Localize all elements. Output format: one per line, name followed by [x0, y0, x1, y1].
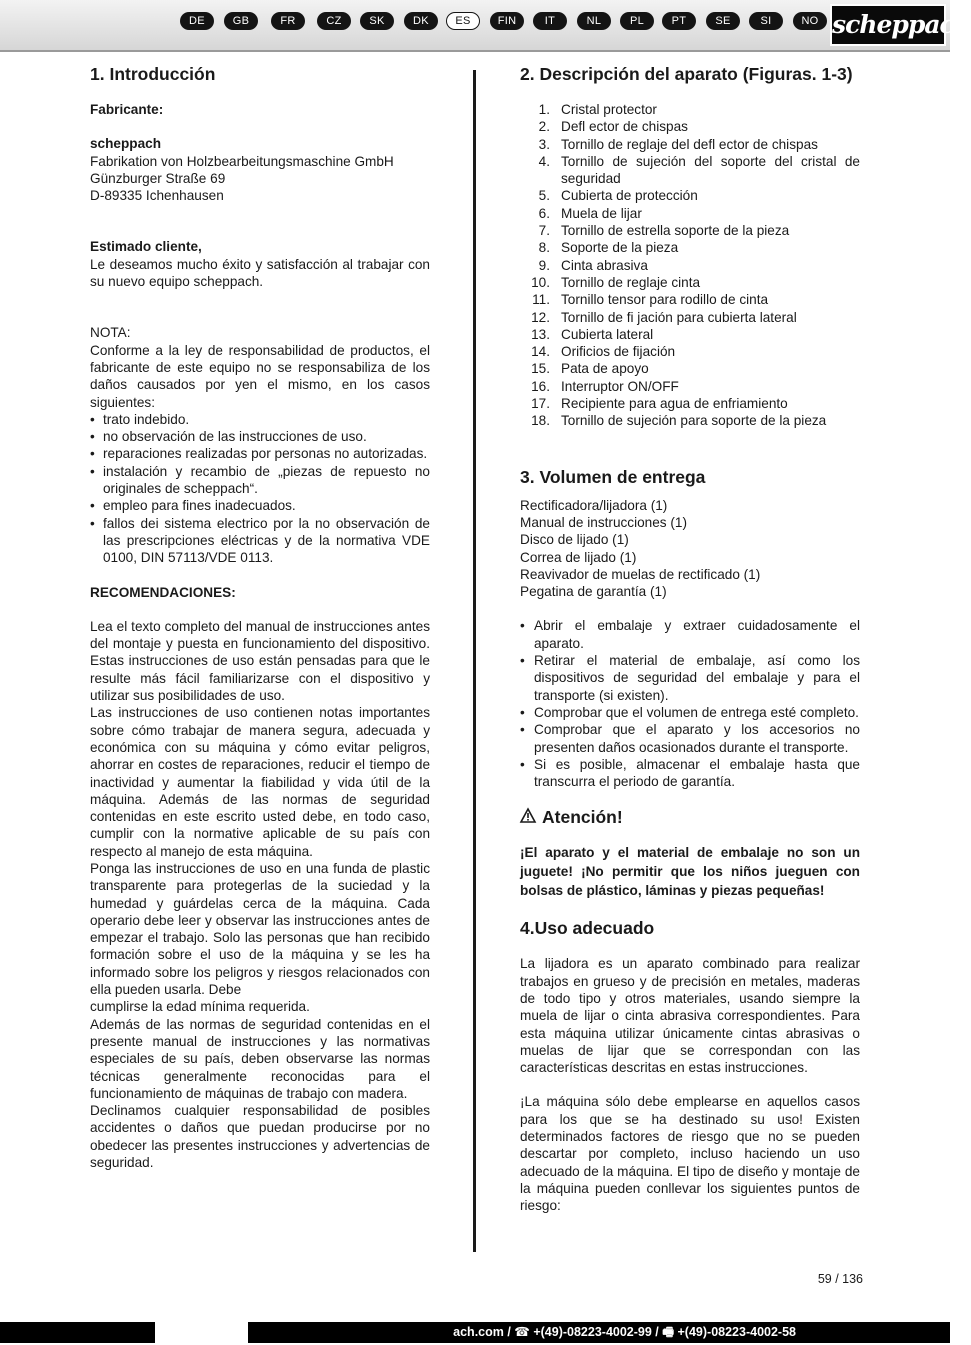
lang-tab-pt[interactable]: PT	[662, 12, 696, 30]
section-3-heading: 3. Volumen de entrega	[520, 466, 706, 487]
list-item: 13. Cubierta lateral	[531, 326, 654, 342]
list-item: • Abrir el embalaje y extraer cuidadosamente el aparato.	[520, 617, 860, 652]
lang-tab-nl[interactable]: NL	[577, 12, 611, 30]
lang-tab-si[interactable]: SI	[749, 12, 783, 30]
list-item: • Retirar el material de embalaje, así como los dispositivos de seguridad del embalaje y para el transporte (si existen).	[520, 652, 860, 704]
delivery-item: Reavivador de muelas de rectificado (1)	[520, 566, 761, 582]
list-item: 10. Tornillo de reglaje cinta	[531, 274, 701, 290]
list-item: • instalación y recambio de „piezas de repuesto no originales de scheppach“.	[90, 463, 430, 498]
recommendation-paragraph: Lea el texto completo del manual de instrucciones antes del montaje y puesta en funcionamiento del dispositivo. Estas instrucciones de uso están pensadas para que le resulte más fácil familiarizarse con el dispositivo y utilizar sus posibilidades de uso.	[90, 618, 430, 704]
delivery-item: Manual de instrucciones (1)	[520, 514, 687, 530]
attention-title: Atención!	[542, 807, 623, 828]
lang-tab-se[interactable]: SE	[706, 12, 740, 30]
section-1-heading: 1. Introducción	[90, 64, 216, 84]
manufacturer-label: Fabricante:	[90, 102, 164, 117]
address-line: D-89335 Ichenhausen	[90, 188, 224, 204]
delivery-item: Disco de lijado (1)	[520, 532, 629, 548]
list-item: • trato indebido.	[90, 411, 430, 428]
list-item: 18. Tornillo de sujeción para soporte de la pieza	[531, 413, 827, 429]
section-4-heading: 4.Uso adecuado	[520, 918, 655, 939]
column-divider	[473, 70, 476, 1252]
lang-tab-fr[interactable]: FR	[271, 12, 305, 30]
list-item: • Si es posible, almacenar el embalaje hasta que transcurra el periodo de garantía.	[520, 756, 860, 791]
lang-tab-fin[interactable]: FIN	[490, 12, 524, 30]
list-item: • Comprobar que el volumen de entrega esté completo.	[520, 704, 860, 721]
delivery-item: Pegatina de garantía (1)	[520, 584, 667, 600]
right-column	[520, 62, 860, 1215]
parts-list	[520, 101, 860, 430]
list-item: 15. Pata de apoyo	[531, 361, 649, 377]
left-column	[90, 62, 430, 1171]
list-item: • reparaciones realizadas por personas no autorizadas.	[90, 445, 430, 462]
list-item: 14. Orificios de fijación	[531, 344, 676, 360]
lang-tab-gb[interactable]: GB	[224, 12, 258, 30]
unpack-list	[520, 617, 860, 790]
page-number: 59 / 136	[817, 1272, 863, 1286]
recommendation-paragraph: Declinamos cualquier responsabilidad de posibles accidentes o daños que puedan producirse por no obedecer las presentes instrucciones y advertencias de seguridad.	[90, 1103, 430, 1171]
list-item: 16. Interruptor ON/OFF	[531, 378, 679, 394]
list-item: • fallos dei sistema electrico por la no observación de las prescripciones eléctricas y de la normativa VDE 0100, DIN 57113/VDE 0113.	[90, 515, 430, 567]
lang-tab-sk[interactable]: SK	[360, 12, 394, 30]
list-item: 5. Cubierta de protección	[538, 188, 698, 204]
warning-triangle-icon	[520, 805, 536, 829]
recommendation-paragraph: Además de las normas de seguridad contenidas en el presente manual de instrucciones y las normativas especiales de su país, deben observarse las normas técnicas generalmente reconocidas para el funcionamiento de máquinas de trabajo con madera.	[90, 1016, 430, 1101]
list-item: 2. Defl ector de chispas	[538, 119, 688, 135]
company-name: scheppach	[90, 136, 162, 152]
footer-contact: ach.com / ☎ +(49)-08223-4002-99 / 🖷 +(49)-08223-4002-58	[453, 1325, 796, 1339]
list-item: 17. Recipiente para agua de enfriamiento	[531, 396, 788, 412]
note-text: Conforme a la ley de responsabilidad de productos, el fabricante de este equipo no se responsabiliza de los daños causados por yen el mismo, en los casos siguientes:	[90, 342, 430, 410]
list-item: • empleo para fines inadecuados.	[90, 497, 430, 514]
list-item: 8. Soporte de la pieza	[538, 240, 679, 256]
list-item: 9. Cinta abrasiva	[538, 257, 648, 273]
lang-tab-no[interactable]: NO	[793, 12, 827, 30]
note-label: NOTA:	[90, 325, 131, 341]
greeting-text: Le deseamos mucho éxito y satisfacción al trabajar con su nuevo equipo scheppach.	[90, 256, 430, 290]
list-item: 4. Tornillo de sujeción del soporte del cristal de seguridad	[538, 153, 860, 187]
list-item: • Comprobar que el aparato y los accesorios no presenten daños ocasionados durante el transporte.	[520, 721, 860, 756]
recommendation-paragraph: Las instrucciones de uso contienen notas importantes sobre cómo trabajar de manera segura, adecuada y económica con su máquina y cómo evitar peligros, ahorrar en costes de reparaciones, reducir el tiempo de inactividad y aumentar la fiabilidad y vida útil de la máquina. Además de las normas de seguridad contenidas en este escrito usted debe, en todo caso, cumplir con la normative aplicable de su país con respecto al manejo de esta máquina.	[90, 705, 430, 859]
list-item: 6. Muela de lijar	[538, 205, 642, 221]
footer-gap	[155, 1322, 248, 1343]
attention-heading	[520, 805, 860, 829]
greeting-heading: Estimado cliente,	[90, 239, 202, 255]
list-item: 1. Cristal protector	[538, 102, 657, 117]
usage-paragraph: La lijadora es un aparato combinado para realizar trabajos en grueso y de precisión en metales, maderas de todo tipo y otros materiales, usando siempre la muela de lijar o cinta abrasiva correspondientes. Para esta máquina utilizar únicamente cintas abrasivas o muelas de lijar que se correspondan con las características descritas en estas instrucciones.	[520, 956, 860, 1076]
address-line: Fabrikation von Holzbearbeitungsmaschine GmbH	[90, 153, 394, 169]
lang-tab-de[interactable]: DE	[180, 12, 214, 30]
section-2-heading: 2. Descripción del aparato (Figuras. 1-3)	[520, 64, 853, 84]
list-item: 12. Tornillo de fi jación para cubierta lateral	[531, 309, 797, 325]
list-item: 7. Tornillo de estrella soporte de la pieza	[538, 223, 790, 239]
lang-tab-dk[interactable]: DK	[404, 12, 438, 30]
list-item: 11. Tornillo tensor para rodillo de cinta	[532, 292, 769, 308]
brand-logo: scheppach	[830, 4, 946, 46]
lang-tab-es[interactable]: ES	[446, 12, 480, 30]
recommendations-label: RECOMENDACIONES:	[90, 584, 236, 600]
usage-paragraph: ¡La máquina sólo debe emplearse en aquellos casos para los que se ha destinado su uso! Existen determinados factores de riesgo que no se pueden descartar por completo, incluso haciendo un uso adecuado de la máquina. El tipo de diseño y montaje de la máquina pueden conllevar los siguientes puntos de riesgo:	[520, 1094, 860, 1214]
list-item: 3. Tornillo de reglaje del defl ector de chispas	[538, 136, 818, 152]
attention-text: ¡El aparato y el material de embalaje no son un juguete! ¡No permitir que los niños jueguen con bolsas de plástico, láminas y piezas pequeñas!	[520, 845, 860, 899]
recommendation-paragraph: Ponga las instrucciones de uso en una funda de plastic transparente para protegerlas de la suciedad y la humedad y guárdelas cerca de la máquina. Cada operario debe leer y observar las instrucciones antes de empezar el trabajo. Solo las personas que han recibido formación sobre el uso de la máquina y se les ha informado sobre los peligros y riesgos relacionados con ella pueden usarla. Debe	[90, 860, 430, 998]
delivery-item: Rectificadora/lijadora (1)	[520, 497, 668, 513]
lang-tab-cz[interactable]: CZ	[317, 12, 351, 30]
note-list	[90, 411, 430, 567]
address-line: Günzburger Straße 69	[90, 170, 226, 186]
lang-tab-pl[interactable]: PL	[620, 12, 654, 30]
delivery-item: Correa de lijado (1)	[520, 549, 637, 565]
recommendation-paragraph: cumplirse la edad mínima requerida.	[90, 999, 310, 1015]
list-item: • no observación de las instrucciones de uso.	[90, 428, 430, 445]
lang-tab-it[interactable]: IT	[533, 12, 567, 30]
